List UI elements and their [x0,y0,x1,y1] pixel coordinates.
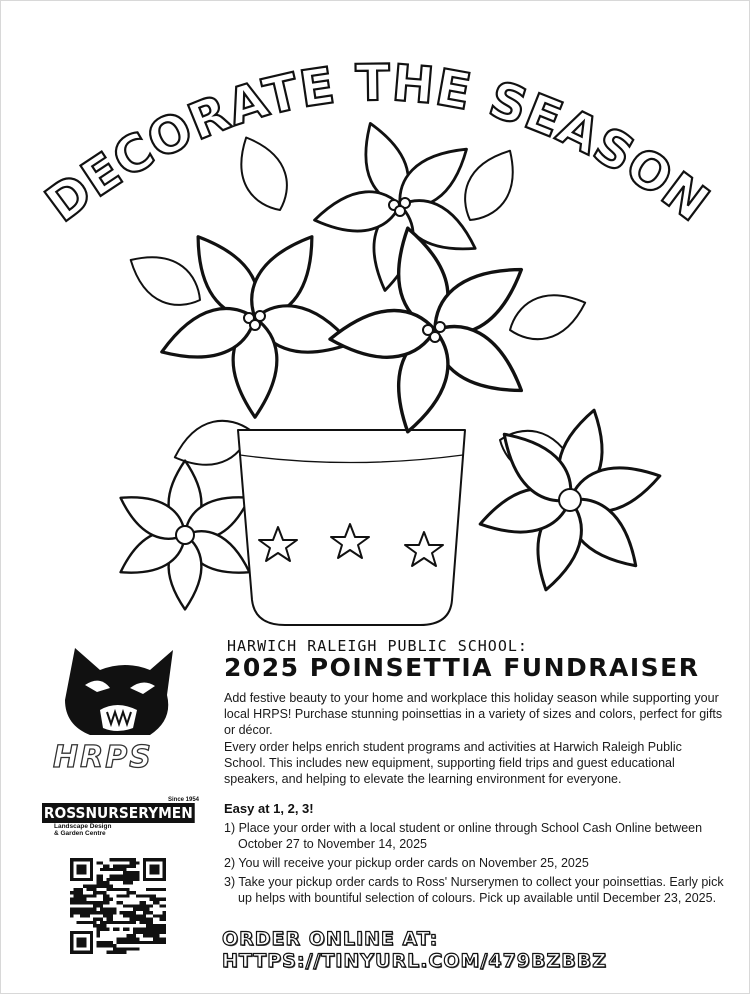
list-item: 2) You will receive your pickup order cards on November 25, 2025 [224,856,589,870]
list-item: 1) Place your order with a local student or online through School Cash Online between October 27 to November 14, 2025 [224,821,703,851]
nursery-since: Since 1954 [168,797,200,803]
list-item: 3) Take your pickup order cards to Ross' Nurserymen to collect your poinsettias. Early pick up helps with bountiful selection of colours. Pick up available until December 23, 2025. [224,875,724,905]
qr-code-icon[interactable] [70,858,166,954]
impact-paragraph: Every order helps enrich student programs and activities at Harwich Raleigh Public School. This includes new equipment, supporting field trips and guest educational speakers, and helping to elevate the learning environment for everyone. [224,740,682,786]
right-side-flower [475,405,665,595]
flower-pot [238,430,465,625]
center-poinsettia [328,222,535,438]
fundraiser-title: 2025 POINSETTIA FUNDRAISER [224,653,700,682]
easy-heading: Easy at 1, 2, 3! [224,801,314,816]
left-side-flower [112,461,257,610]
order-online-link[interactable]: ORDER ONLINE AT: HTTPS://TINYURL.COM/479BZBBZ [222,928,608,972]
school-name: HARWICH RALEIGH PUBLIC SCHOOL: [227,637,528,655]
nursery-logo: ROSSNURSERYMEN [43,804,193,822]
hrps-logo: HRPS [53,740,153,775]
left-poinsettia [154,224,356,417]
steps-list [224,820,724,909]
wildcat-icon [55,640,180,740]
nursery-tagline: Landscape Design & Garden Centre [54,823,112,837]
intro-paragraph: Add festive beauty to your home and workplace this holiday season while supporting your local HRPS! Purchase stunning poinsettias in a variety of sizes and colors, perfect for gifts or décor. [224,691,723,737]
headline-arc: DECORATE THE SEASON [35,53,721,234]
